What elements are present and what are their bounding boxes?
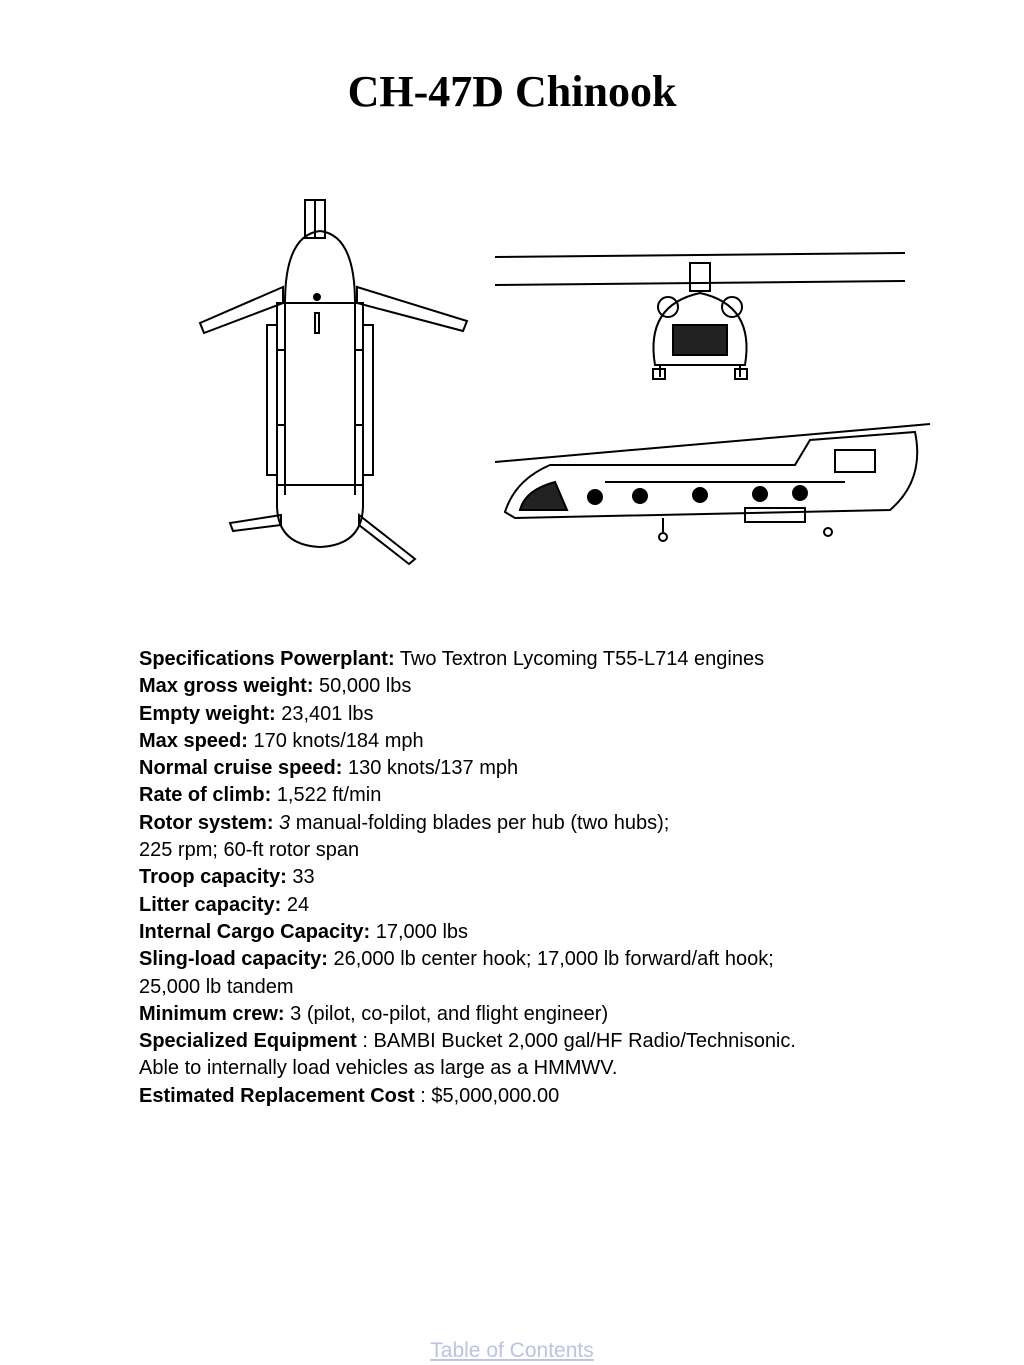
spec-value: 1,522 ft/min	[276, 784, 382, 807]
spec-line	[139, 810, 939, 837]
spec-value: 24	[286, 893, 310, 916]
spec-value: : BAMBI Bucket 2,000 gal/HF Radio/Technisonic.	[362, 1030, 796, 1053]
spec-line	[139, 1028, 939, 1055]
spec-label: Sling-load capacity:	[139, 948, 328, 971]
page-title: CH-47D Chinook	[347, 67, 677, 116]
spec-line	[139, 782, 939, 809]
chinook-top-view-drawing	[195, 195, 480, 565]
table-of-contents-link[interactable]: Table of Contents	[430, 1339, 594, 1362]
spec-label: Minimum crew:	[139, 1002, 285, 1025]
spec-line	[139, 1083, 939, 1110]
spec-label: Troop capacity:	[139, 866, 287, 889]
spec-label: Rate of climb:	[139, 784, 272, 807]
spec-label: Specifications Powerplant:	[139, 648, 395, 670]
spec-line	[139, 755, 939, 782]
spec-value: 26,000 lb center hook; 17,000 lb forward/aft hook;	[333, 948, 774, 971]
spec-line	[139, 646, 939, 673]
spec-label: Litter capacity:	[139, 893, 282, 916]
spec-value: Two Textron Lycoming T55-L714 engines	[399, 648, 765, 670]
spec-continuation: 225 rpm; 60-ft rotor span	[139, 839, 360, 862]
spec-continuation: 25,000 lb tandem	[139, 975, 294, 998]
spec-value: 50,000 lbs	[319, 675, 412, 698]
spec-label: Rotor system:	[139, 811, 274, 834]
spec-value: 3 (pilot, co-pilot, and flight engineer)	[290, 1002, 609, 1025]
spec-label: Specialized Equipment	[139, 1030, 357, 1053]
spec-line	[139, 946, 939, 973]
spec-label: Estimated Replacement Cost	[139, 1084, 415, 1107]
spec-label: Empty weight:	[139, 702, 276, 725]
spec-label: Max speed:	[139, 729, 248, 752]
spec-value: 17,000 lbs	[375, 920, 469, 943]
spec-value: 33	[292, 866, 315, 889]
spec-label: Normal cruise speed:	[139, 757, 343, 780]
spec-line	[139, 1001, 939, 1028]
spec-value: : $5,000,000.00	[420, 1084, 560, 1107]
specifications-list	[139, 646, 939, 1110]
spec-line	[139, 892, 939, 919]
spec-label: Max gross weight:	[139, 675, 314, 698]
chinook-front-view-drawing	[495, 245, 910, 385]
chinook-side-view-drawing	[495, 420, 935, 545]
spec-value: 170 knots/184 mph	[253, 729, 424, 752]
spec-line	[139, 701, 939, 728]
spec-line	[139, 673, 939, 700]
spec-value: 130 knots/137 mph	[347, 757, 519, 780]
spec-value: manual-folding blades per hub (two hubs);	[295, 811, 670, 834]
spec-continuation: Able to internally load vehicles as large as a HMMWV.	[139, 1057, 618, 1080]
spec-line	[139, 919, 939, 946]
spec-label: Internal Cargo Capacity:	[139, 920, 371, 943]
spec-line	[139, 864, 939, 891]
spec-line	[139, 728, 939, 755]
spec-value-emphasis: 3	[279, 811, 291, 834]
spec-value: 23,401 lbs	[281, 702, 374, 725]
